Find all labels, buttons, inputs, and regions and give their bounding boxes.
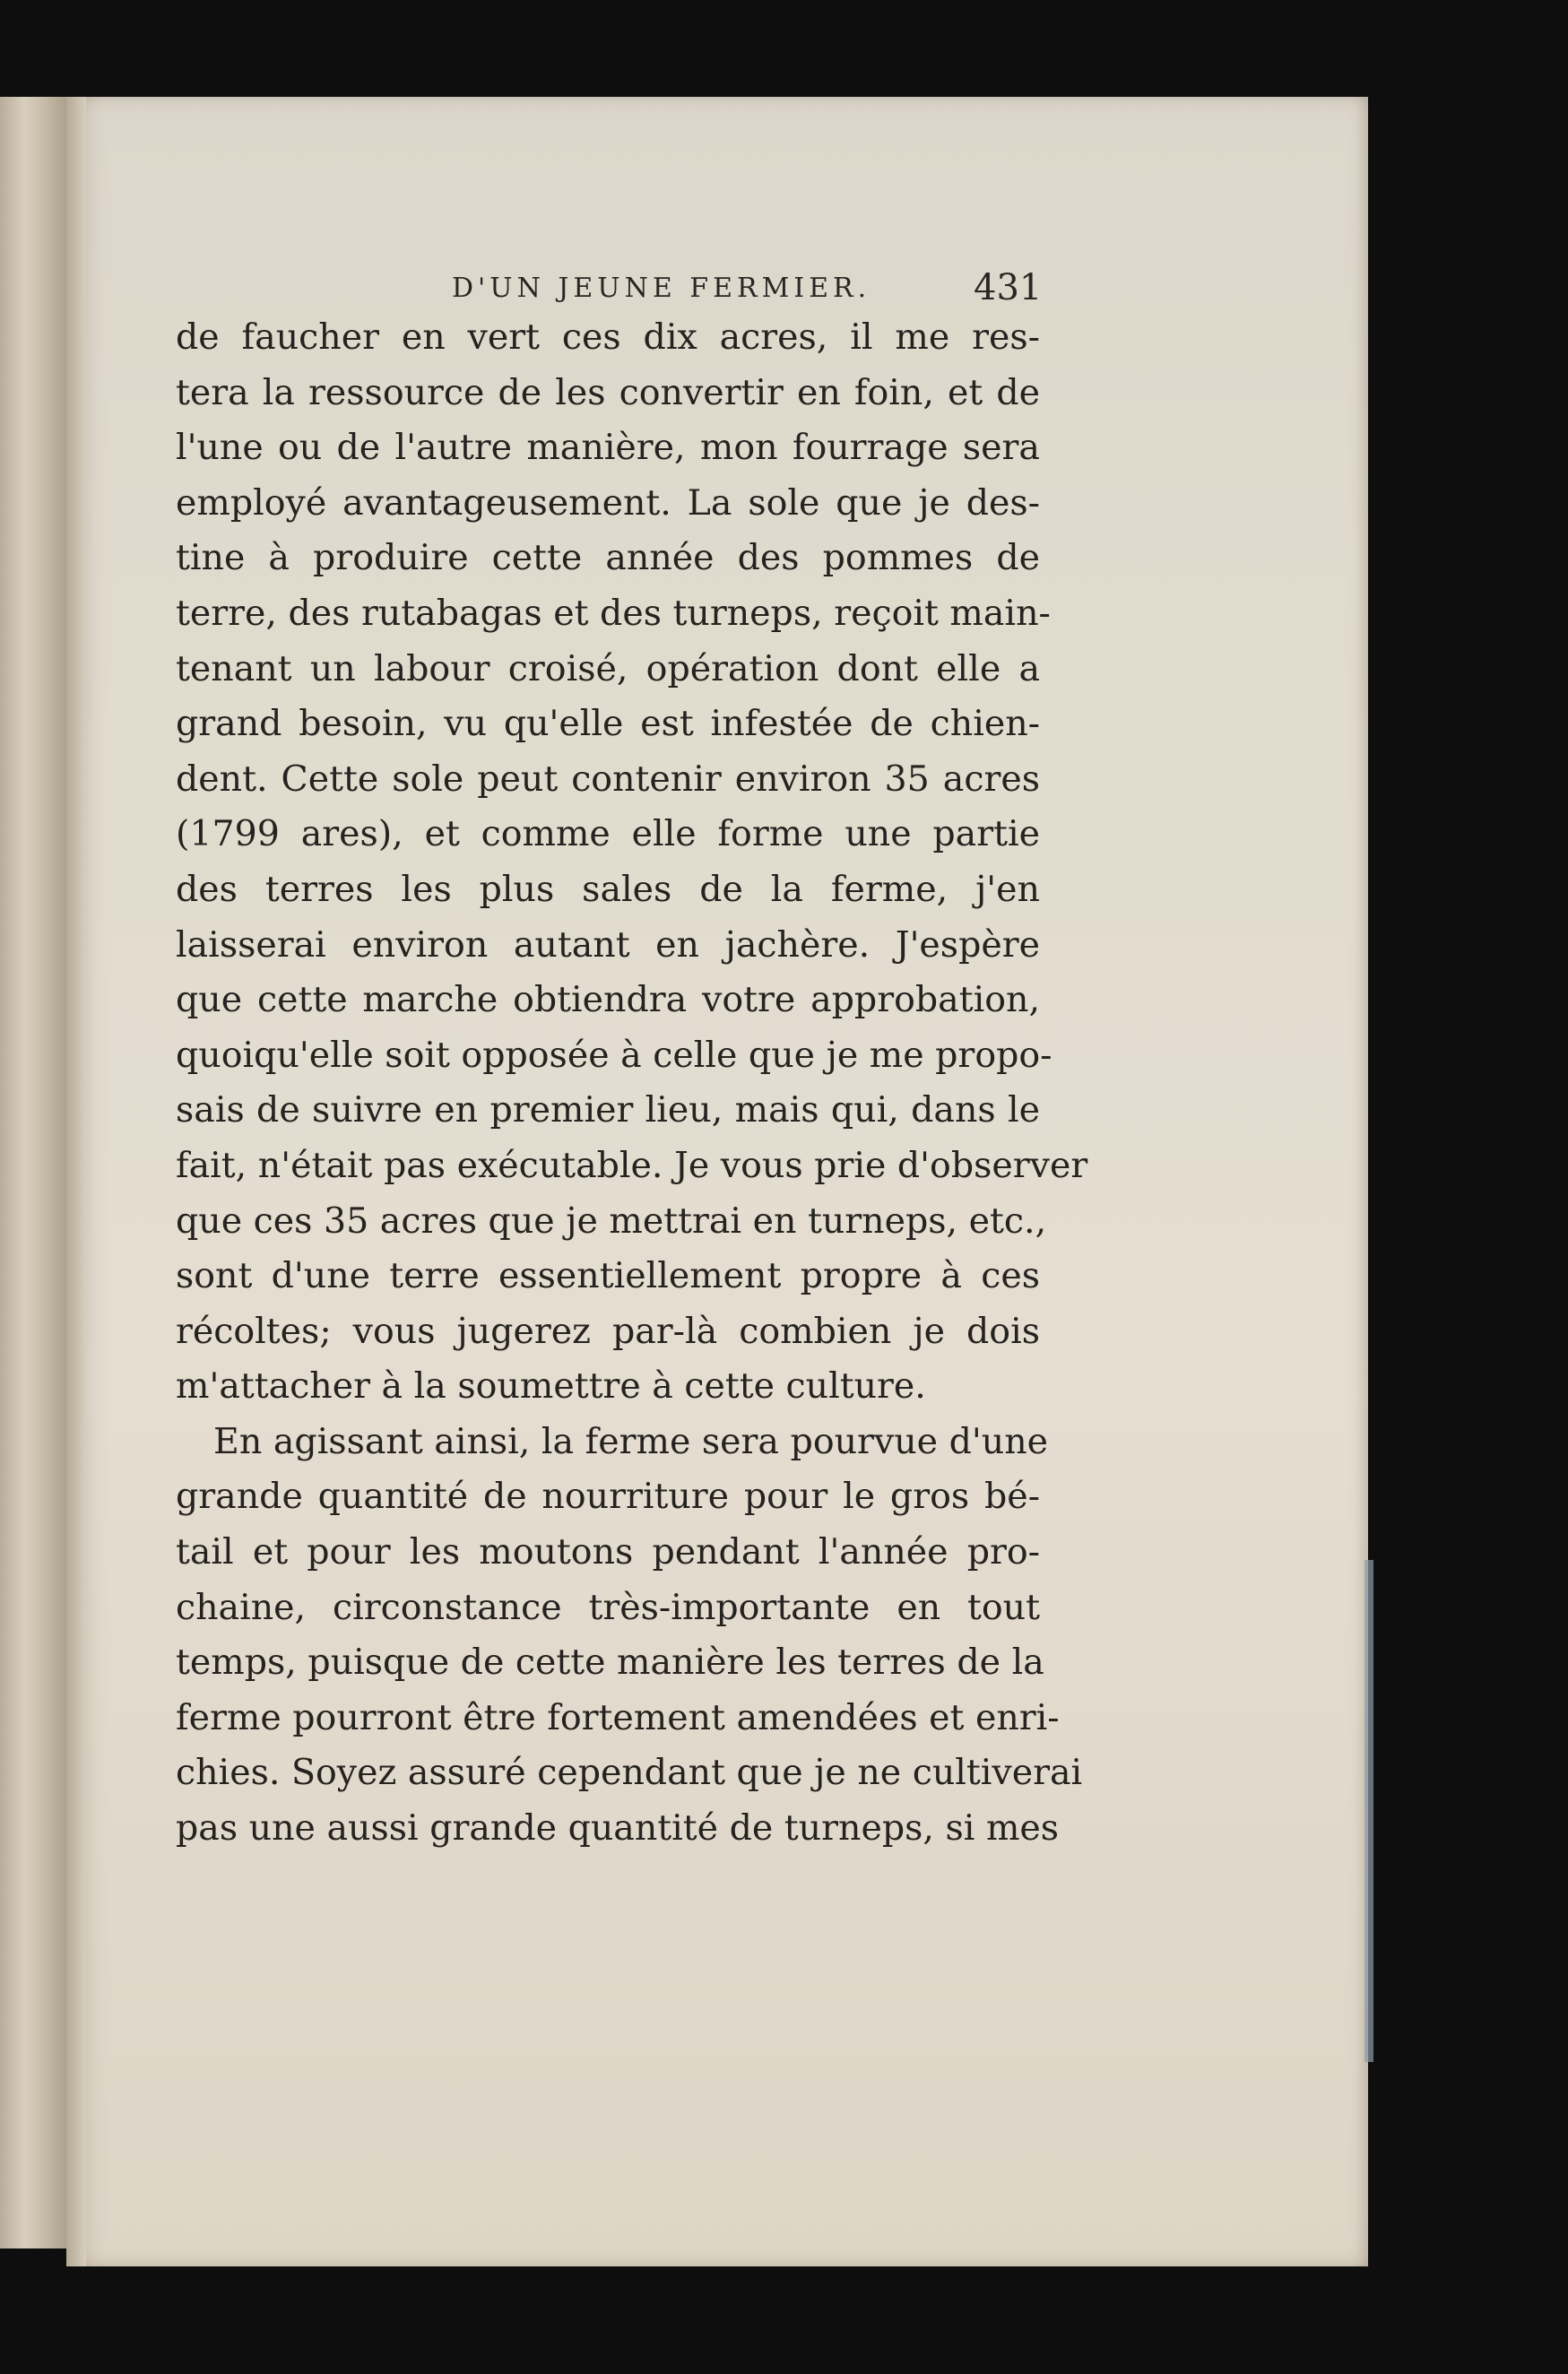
text-line: quoiqu'elle soit opposée à celle que je me propo- bbox=[176, 1034, 1053, 1076]
text-line: terre, des rutabagas et des turneps, reçoit main- bbox=[176, 592, 1051, 634]
text-line: sont d'une terre essentiellement propre à ces bbox=[176, 1255, 1040, 1297]
paragraph-2 bbox=[176, 1415, 1083, 1857]
text-line: des terres les plus sales de la ferme, j'en bbox=[176, 868, 1040, 910]
text-line: que ces 35 acres que je mettrai en turneps, etc., bbox=[176, 1200, 1047, 1242]
body-text bbox=[176, 310, 1088, 1857]
text-line: chaine, circonstance très-importante en tout bbox=[176, 1586, 1040, 1628]
text-line: employé avantageusement. La sole que je des- bbox=[176, 481, 1040, 524]
text-line: pas une aussi grande quantité de turneps, si mes bbox=[176, 1807, 1060, 1850]
text-line: (1799 ares), et comme elle forme une partie bbox=[176, 813, 1040, 855]
text-line: récoltes; vous jugerez par-là combien je dois bbox=[176, 1310, 1040, 1352]
text-line: En agissant ainsi, la ferme sera pourvue d'une bbox=[213, 1420, 1049, 1462]
left-page-edge bbox=[0, 97, 70, 2248]
text-line: tail et pour les moutons pendant l'année pro- bbox=[176, 1531, 1040, 1573]
text-line: chies. Soyez assuré cependant que je ne cultiverai bbox=[176, 1752, 1083, 1794]
text-line: dent. Cette sole peut contenir environ 35 acres bbox=[176, 758, 1040, 800]
running-head-title: D'UN JEUNE FERMIER. bbox=[452, 273, 871, 304]
text-line: tera la ressource de les convertir en foin, et de bbox=[176, 371, 1040, 413]
text-line: l'une ou de l'autre manière, mon fourrage sera bbox=[176, 427, 1040, 469]
text-line: tine à produire cette année des pommes de bbox=[176, 537, 1040, 579]
text-line: temps, puisque de cette manière les terres de la bbox=[176, 1642, 1044, 1684]
text-line: grande quantité de nourriture pour le gros bé- bbox=[176, 1476, 1040, 1518]
text-line: fait, n'était pas exécutable. Je vous prie d'observer bbox=[176, 1144, 1088, 1186]
book-page bbox=[66, 97, 1368, 2266]
text-line: sais de suivre en premier lieu, mais qui, dans le bbox=[176, 1089, 1040, 1131]
text-line: laisserai environ autant en jachère. J'espère bbox=[176, 923, 1040, 966]
text-line: que cette marche obtiendra votre approbation, bbox=[176, 979, 1040, 1021]
page-gutter bbox=[66, 97, 86, 2266]
text-line: tenant un labour croisé, opération dont elle a bbox=[176, 647, 1040, 689]
text-line: de faucher en vert ces dix acres, il me res- bbox=[176, 316, 1040, 358]
text-line: m'attacher à la soumettre à cette culture. bbox=[176, 1365, 926, 1408]
paragraph-1 bbox=[176, 310, 1088, 1415]
text-line: ferme pourront être fortement amendées et enri- bbox=[176, 1696, 1060, 1738]
page-edge-mark bbox=[1364, 1560, 1373, 2062]
page-number: 431 bbox=[974, 267, 1043, 308]
text-line: grand besoin, vu qu'elle est infestée de chien- bbox=[176, 703, 1040, 745]
